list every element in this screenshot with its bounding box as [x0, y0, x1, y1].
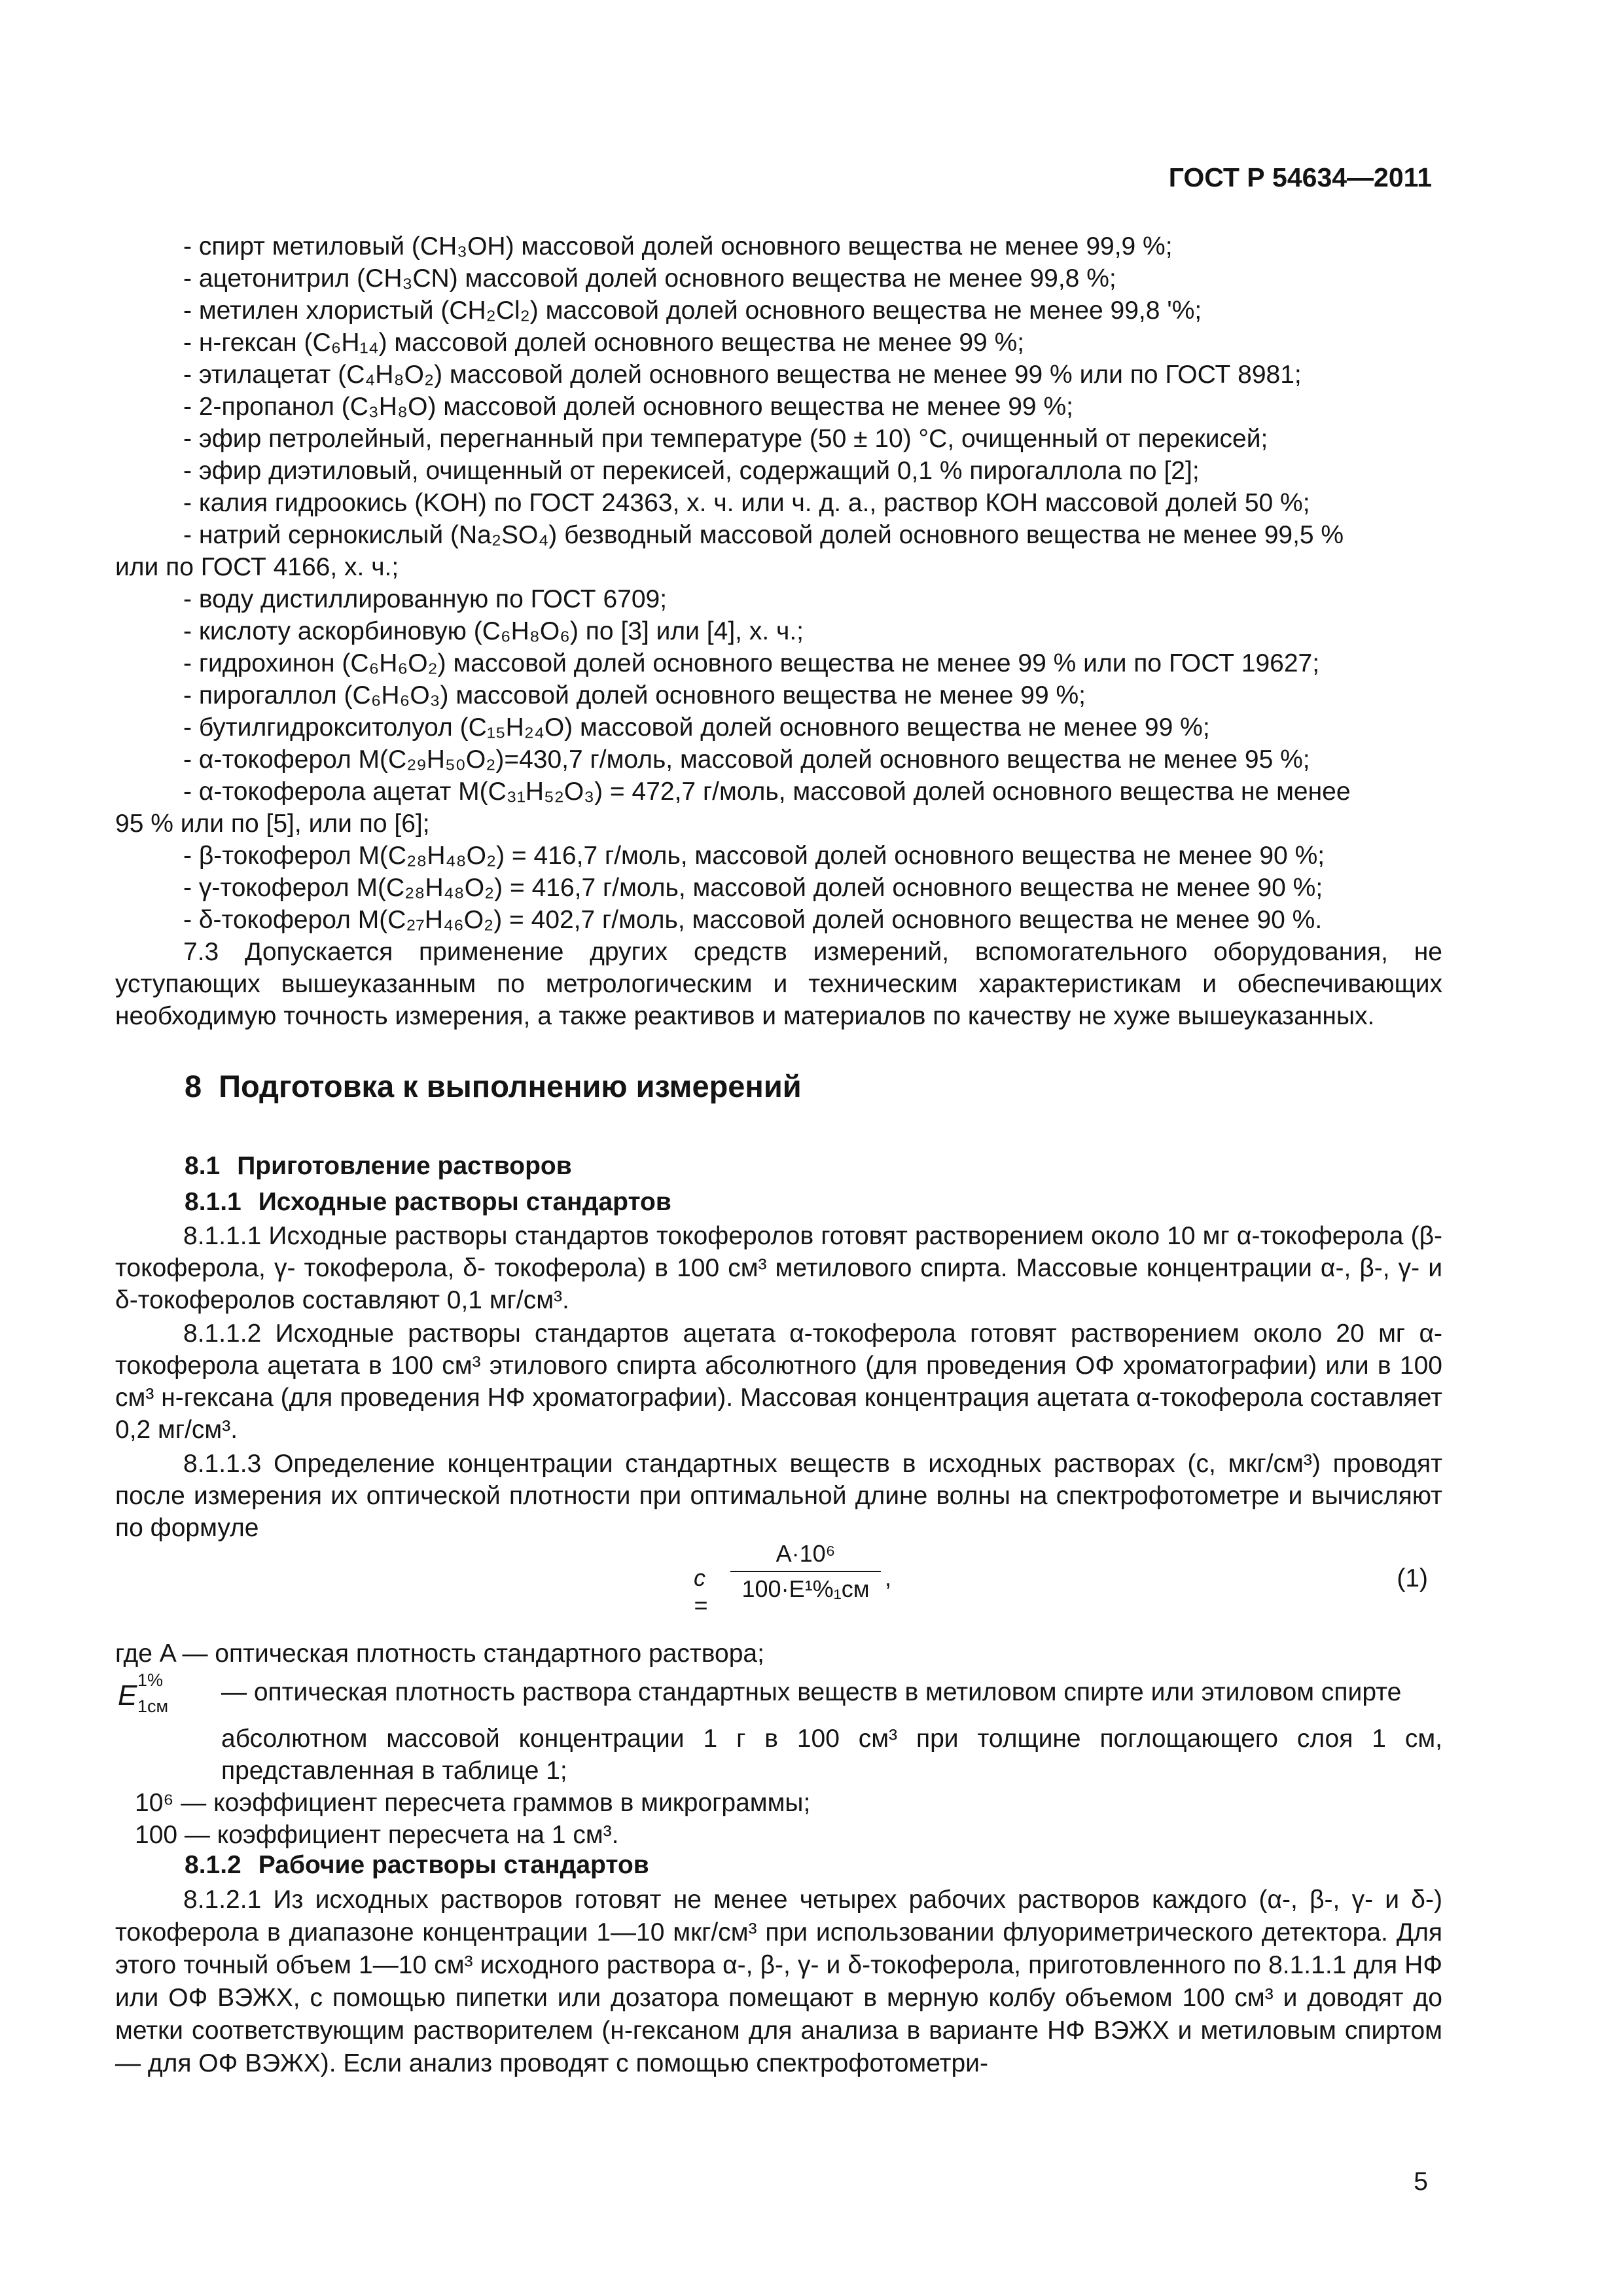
formula-comma: ,: [885, 1564, 892, 1591]
subsection-number: 8.1.2: [185, 1851, 241, 1879]
list-item: - α-токоферол М(C₂₉H₅₀O₂)=430,7 г/моль, массовой долей основного вещества не менее 95 %;: [183, 745, 1310, 774]
list-item-continuation: или по ГОСТ 4166, х. ч.;: [115, 553, 399, 581]
where-e-line1: — оптическая плотность раствора стандартных веществ в метиловом спирте или этиловом спирте: [221, 1678, 1402, 1706]
section-heading-8: [185, 1068, 802, 1104]
extinction-symbol: E: [118, 1679, 137, 1712]
subsection-number: 8.1.1: [185, 1188, 241, 1216]
list-item: - 2-пропанол (C₃H₈O) массовой долей основного вещества не менее 99 %;: [183, 393, 1073, 421]
list-item: - ацетонитрил (CH₃CN) массовой долей основного вещества не менее 99,8 %;: [183, 264, 1116, 293]
subsection-heading-8-1-2: [185, 1851, 649, 1880]
list-item: - калия гидроокись (KOH) по ГОСТ 24363, х. ч. или ч. д. а., раствор КОН массовой долей 50 %;: [183, 489, 1310, 517]
page-number: 5: [1414, 2168, 1428, 2196]
list-item: - натрий сернокислый (Na₂SO₄) безводный массовой долей основного вещества не менее 99,5 %: [183, 521, 1344, 549]
formula-lhs: c =: [694, 1564, 708, 1619]
list-item-continuation: 95 % или по [5], или по [6];: [115, 810, 430, 838]
list-item: - кислоту аскорбиновую (C₆H₈O₆) по [3] или [4], х. ч.;: [183, 617, 804, 645]
list-item: - этилацетат (C₄H₈O₂) массовой долей основного вещества не менее 99 % или по ГОСТ 8981;: [183, 361, 1302, 389]
formula-numerator: A·10⁶: [776, 1540, 836, 1567]
formula-number: (1): [1397, 1564, 1428, 1592]
subsection-heading-8-1: [185, 1152, 572, 1181]
list-item: - эфир петролейный, перегнанный при температуре (50 ± 10) °С, очищенный от перекисей;: [183, 425, 1268, 453]
paragraph-8-1-1-2: 8.1.1.2 Исходные растворы стандартов ацетата α-токоферола готовят растворением около 20 мг α-токоферола ацетата в 100 см³ этилового спирта абсолютного (для проведения ОФ хроматографии) или в 100 см³ н-гексана (для проведения НФ хроматографии). Массовая концентрация ацетата α-токоферола составляет 0,2 мг/см³.: [115, 1319, 1442, 1444]
where-a-line: где A — оптическая плотность стандартного раствора;: [115, 1640, 764, 1668]
paragraph-7-3: 7.3 Допускается применение других средств измерений, вспомогательного оборудования, не уступающих вышеуказанным по метрологическим и техническим характеристикам и обеспечивающих необходимую точность измерения, а также реактивов и материалов по качеству не хуже вышеуказанных.: [115, 938, 1442, 1030]
where-100-line: 100 — коэффициент пересчета на 1 см³.: [135, 1821, 619, 1849]
list-item: - воду дистиллированную по ГОСТ 6709;: [183, 585, 668, 613]
subsection-title: Исходные растворы стандартов: [258, 1188, 671, 1216]
where-e-line2: абсолютном массовой концентрации 1 г в 100 см³ при толщине поглощающего слоя 1 см, представленная в таблице 1;: [221, 1725, 1442, 1785]
paragraph-8-1-1-3: 8.1.1.3 Определение концентрации стандартных веществ в исходных растворах (c, мкг/см³) проводят после измерения их оптической плотности при оптимальной длине волны на спектрофотометре и вычисляют по формуле: [115, 1450, 1442, 1542]
list-item: - бутилгидрокситолуол (C₁₅H₂₄O) массовой долей основного вещества не менее 99 %;: [183, 713, 1210, 742]
list-item: - н-гексан (C₆H₁₄) массовой долей основного вещества не менее 99 %;: [183, 329, 1025, 357]
extinction-subscript: 1см: [137, 1696, 169, 1716]
subsection-number: 8.1: [185, 1152, 221, 1180]
list-item: - пирогаллол (C₆H₆O₃) массовой долей основного вещества не менее 99 %;: [183, 681, 1086, 709]
list-item: - γ-токоферол М(C₂₈H₄₈O₂) = 416,7 г/моль, массовой долей основного вещества не менее 90 %;: [183, 874, 1323, 902]
list-item: - спирт метиловый (CH₃OH) массовой долей основного вещества не менее 99,9 %;: [183, 232, 1173, 260]
list-item: - метилен хлористый (CH₂Cl₂) массовой долей основного вещества не менее 99,8 '%;: [183, 296, 1202, 325]
subsection-title: Приготовление растворов: [237, 1152, 572, 1180]
formula-fraction: [730, 1537, 881, 1606]
list-item: - δ-токоферол М(C₂₇H₄₆O₂) = 402,7 г/моль, массовой долей основного вещества не менее 90 %.: [183, 906, 1323, 934]
paragraph-8-1-1-1: 8.1.1.1 Исходные растворы стандартов токоферолов готовят растворением около 10 мг α-токоферола (β-токоферола, γ- токоферола, δ- токоферола) в 100 см³ метилового спирта. Массовые концентрации α-, β-, γ- и δ-токоферолов составляют 0,1 мг/см³.: [115, 1222, 1442, 1314]
formula-denominator: 100·E¹%₁см: [741, 1575, 870, 1602]
subsection-heading-8-1-1: [185, 1188, 671, 1217]
list-item: - β-токоферол М(C₂₈H₄₈O₂) = 416,7 г/моль, массовой долей основного вещества не менее 90 %;: [183, 842, 1325, 870]
section-number: 8: [185, 1069, 202, 1103]
where-106-line: 10⁶ — коэффициент пересчета граммов в микрограммы;: [135, 1789, 811, 1817]
list-item: - гидрохинон (C₆H₆O₂) массовой долей основного вещества не менее 99 % или по ГОСТ 19627;: [183, 649, 1320, 677]
document-number-header: ГОСТ Р 54634—2011: [1168, 162, 1432, 192]
paragraph-8-1-2-1: 8.1.2.1 Из исходных растворов готовят не менее четырех рабочих растворов каждого (α-, β-, γ- и δ-) токоферола в диапазоне концентрации 1—10 мкг/см³ при использовании флуориметрического детектора. Для этого точный объем 1—10 см³ исходного раствора α-, β-, γ- и δ-токоферола, приготовленного по 8.1.1.1 для НФ или ОФ ВЭЖХ, с помощью пипетки или дозатора помещают в мерную колбу объемом 100 см³ и доводят до метки соответствующим растворителем (н-гексаном для анализа в варианте НФ ВЭЖХ и метиловым спиртом — для ОФ ВЭЖХ). Если анализ проводят с помощью спектрофотометри-: [115, 1886, 1442, 2077]
list-item: - α-токоферола ацетат М(C₃₁H₅₂O₃) = 472,7 г/моль, массовой долей основного вещества не менее: [183, 778, 1351, 806]
list-item: - эфир диэтиловый, очищенный от перекисей, содержащий 0,1 % пирогаллола по [2];: [183, 457, 1200, 485]
section-title: Подготовка к выполнению измерений: [219, 1069, 802, 1103]
extinction-superscript: 1%: [137, 1670, 164, 1690]
subsection-title: Рабочие растворы стандартов: [258, 1851, 649, 1879]
